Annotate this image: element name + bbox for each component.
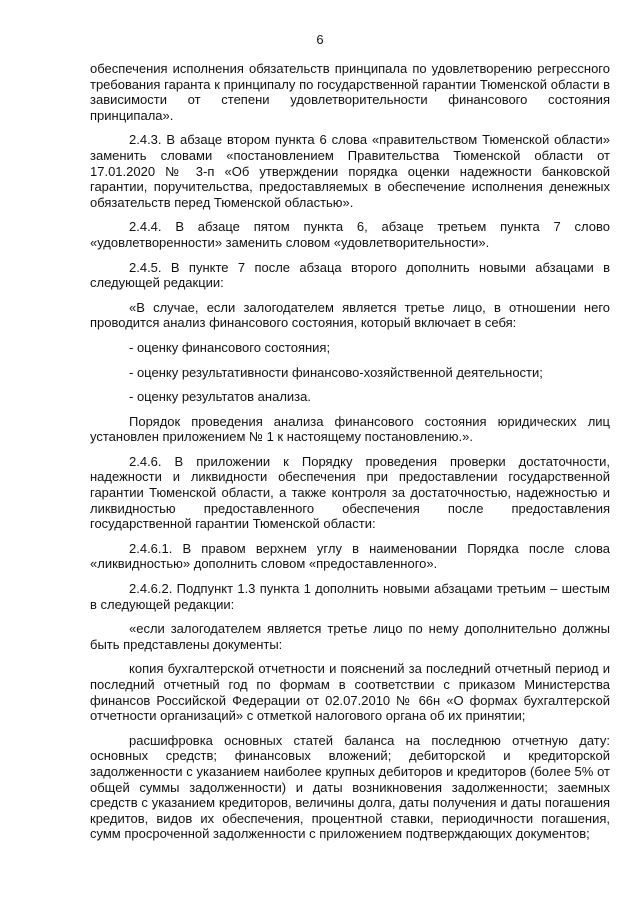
paragraph-2-4-4: 2.4.4. В абзаце пятом пункта 6, абзаце третьем пункта 7 слово «удовлетворенности» заменить словом «удовлетворительности». [90, 219, 610, 250]
paragraph-analysis-order: Порядок проведения анализа финансового состояния юридических лиц установлен приложением № 1 к настоящему постановлению.». [90, 413, 610, 445]
document-body [90, 61, 610, 842]
paragraph-accounting-copy: копия бухгалтерской отчетности и пояснений за последний отчетный период и последний отчетный год по формам в соответствии с приказом Министерства финансов Российской Федерации от 02.07.2010 № 66н «О формах бухгалтерской отчетности организаций» с отметкой налогового органа об их принятии; [90, 661, 610, 724]
paragraph-continuation: обеспечения исполнения обязательств принципала по удовлетворению регрессного требования гаранта к принципалу по государственной гарантии Тюменской области в зависимости от степени удовлетворительности финансового состояния принципала». [90, 61, 610, 123]
page-number: 6 [316, 32, 324, 47]
paragraph-2-4-6: 2.4.6. В приложении к Порядку проведения проверки достаточности, надежности и ликвидности обеспечения при предоставлении государственной гарантии Тюменской области, а также контроля за достаточностью, надежностью и ликвидностью предоставленного обеспечения после предоставления государственной гарантии Тюменской области: [90, 453, 610, 532]
paragraph-2-4-5: 2.4.5. В пункте 7 после абзаца второго дополнить новыми абзацами в следующей редакции: [90, 259, 610, 291]
paragraph-2-4-6-2: 2.4.6.2. Подпункт 1.3 пункта 1 дополнить новыми абзацами третьим – шестым в следующей редакции: [90, 581, 610, 612]
paragraph-pledgor-documents: «если залогодателем является третье лицо по нему дополнительно должны быть представлены документы: [90, 621, 610, 652]
paragraph-2-4-6-1: 2.4.6.1. В правом верхнем углу в наименовании Порядка после слова «ликвидностью» дополнить словом «предоставленного». [90, 540, 610, 572]
list-item-financial-state: - оценку финансового состояния; [129, 339, 331, 355]
list-item-performance: - оценку результативности финансово-хозяйственной деятельности; [129, 364, 543, 380]
paragraph-2-4-3: 2.4.3. В абзаце втором пункта 6 слова «правительством Тюменской области» заменить словами «постановлением Правительства Тюменской области от 17.01.2020 № 3-п «Об утверждении порядка оценки надежности банковской гарантии, поручительства, предоставляемых в обеспечение исполнения денежных обязательств перед Тюменской областью». [90, 132, 610, 210]
paragraph-quote-intro: «В случае, если залогодателем является третье лицо, в отношении него проводится анализ финансового состояния, который включает в себя: [90, 299, 610, 331]
paragraph-balance-breakdown: расшифровка основных статей баланса на последнюю отчетную дату: основных средств; финансовых вложений; дебиторской и кредиторской задолженности с указанием наиболее крупных дебиторов и кредиторов (более 5% от общей суммы задолженности) и даты возникновения задолженности; заемных средств с указанием кредиторов, величины долга, даты получения и даты погашения кредитов, видов их обеспечения, процентной ставки, периодичности погашения, сумм просроченной задолженности с приложением подтверждающих документов; [90, 732, 610, 842]
list-item-results: - оценку результатов анализа. [129, 389, 311, 405]
